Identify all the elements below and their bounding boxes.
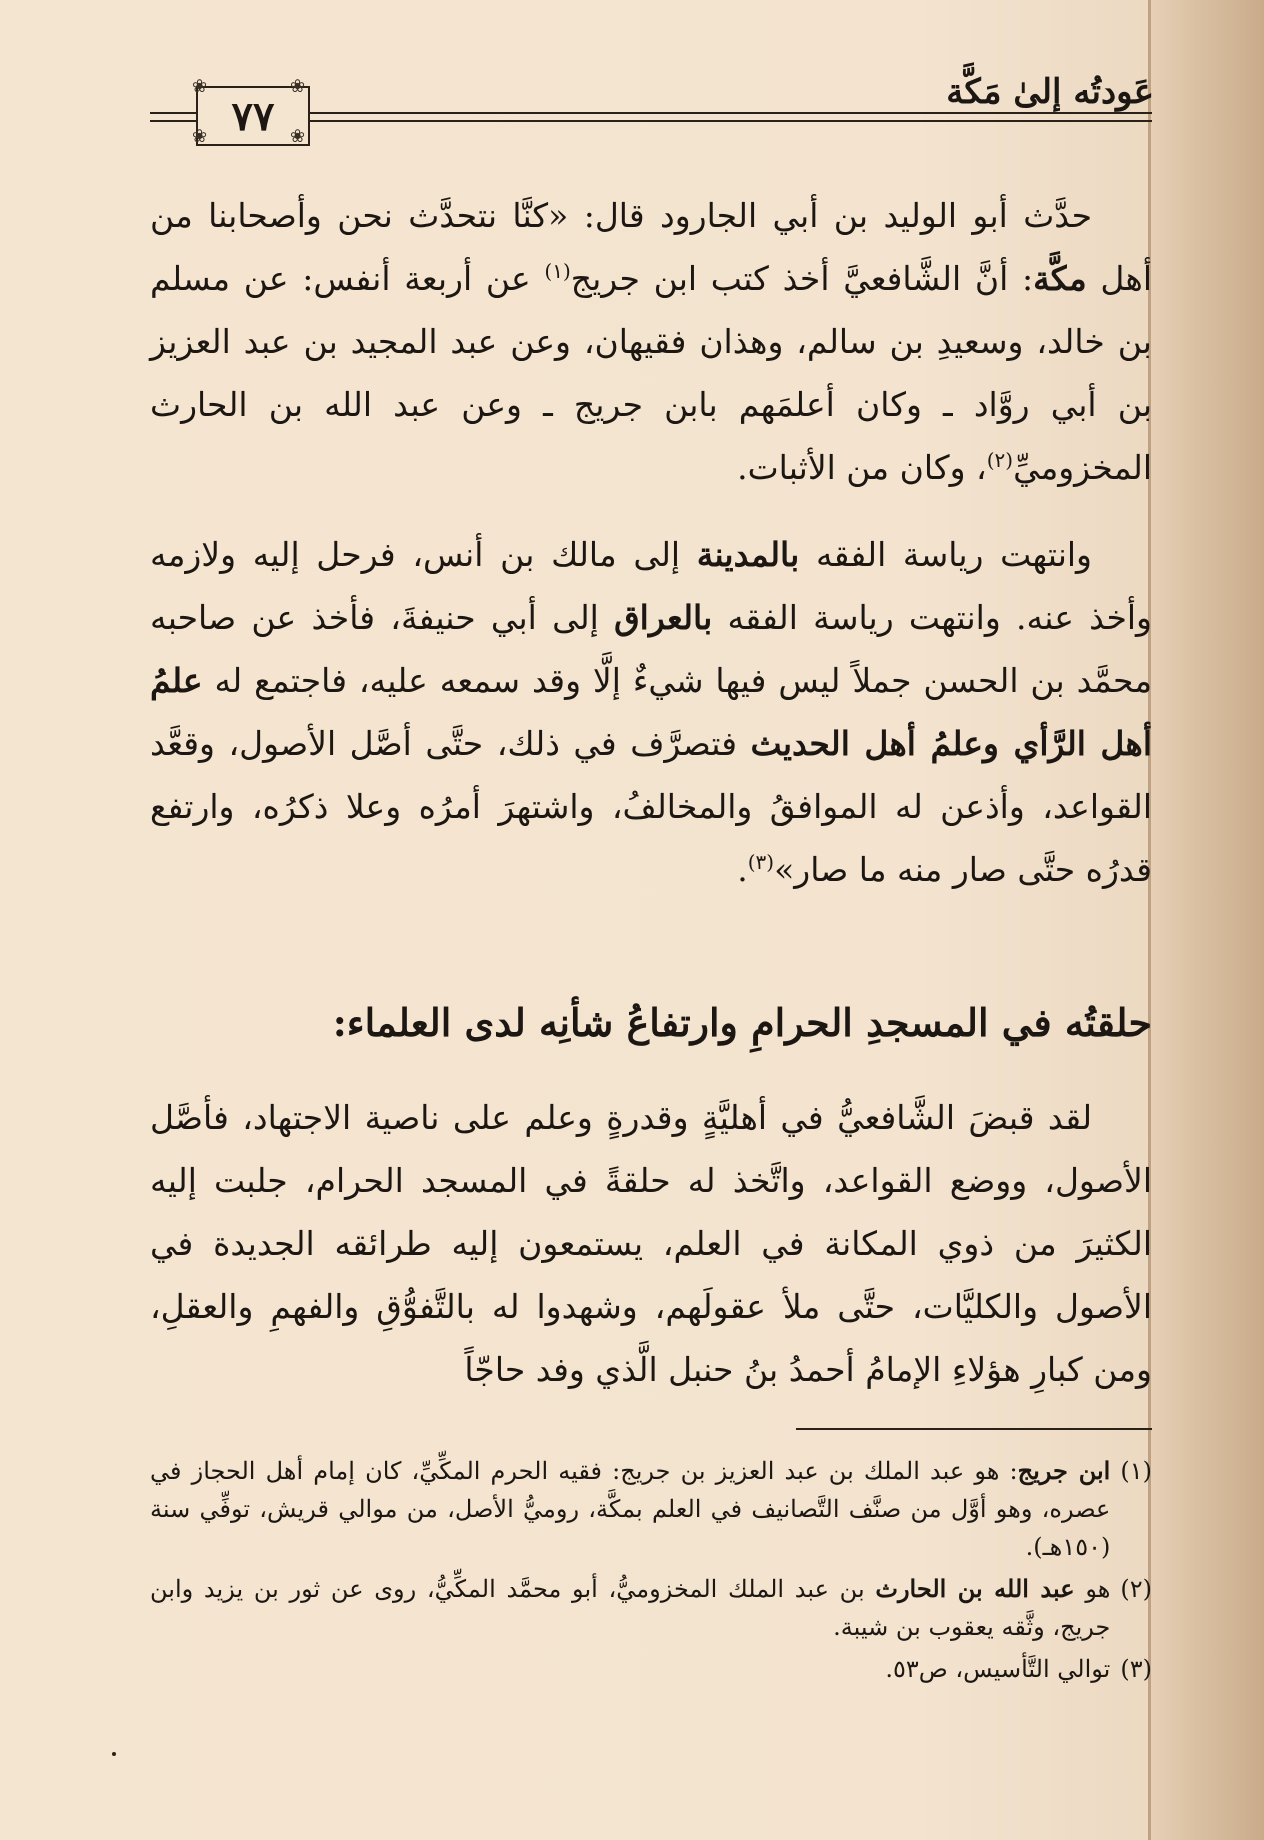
footnote-number: (٢) xyxy=(1120,1575,1152,1603)
footnote-text xyxy=(150,1452,1110,1566)
ornament-icon: ❀ xyxy=(192,126,208,147)
footnote xyxy=(150,1570,1152,1646)
section-heading: حلقتُه في المسجدِ الحرامِ وارتفاعُ شأنِه لدى العلماء: xyxy=(332,1000,1152,1045)
text-run: إلى أبي حنيفةَ، فأخذ عن صاحبه محمَّد بن الحسن جملاً ليس فيها شيءٌ إلَّا وقد سمعه عليه، فاجتمع له xyxy=(150,598,1152,700)
footnote-separator xyxy=(796,1428,1152,1430)
text-run: عن أربعة أنفس: عن مسلم بن خالد، وسعيدِ بن سالم، وهذان فقيهان، وعن عبد المجيد بن عبد العزيز بن أبي روَّاد ـ وكان أعلمَهم بابن جريج ـ وعن عبد الله بن الحارث المخزوميِّ xyxy=(150,259,1152,487)
footnote-number: (٣) xyxy=(1120,1655,1152,1683)
ornament-icon: ❀ xyxy=(290,126,306,147)
bold-term: مكَّة xyxy=(1033,259,1087,298)
footnotes xyxy=(150,1452,1152,1692)
footnote-text: توالي التَّأسيس، ص٥٣. xyxy=(885,1655,1111,1683)
footnote xyxy=(150,1650,1152,1688)
paragraph: لقد قبضَ الشَّافعيُّ في أهليَّةٍ وقدرةٍ وعلم على ناصية الاجتهاد، فأصَّل الأصول، ووضع القواعد، واتَّخذ له حلقةً في المسجد الحرام، جلبت إليه الكثيرَ من ذوي المكانة في العلم، يستمعون إليه طرائقه الجديدة في الأصول والكليَّات، حتَّى ملأ عقولَهم، وشهدوا له بالتَّفوُّقِ والفهمِ والعقلِ، ومن كبارِ هؤلاءِ الإمامُ أحمدُ بنُ حنبل الَّذي وفد حاجّاً xyxy=(150,1098,1152,1389)
text-run: هو xyxy=(1074,1575,1111,1603)
main-text xyxy=(150,184,1152,901)
text-run: : هو عبد الملك بن عبد العزيز بن جريج: فقيه الحرم المكِّيِّ، كان إمام أهل الحجاز في عصره، وهو أوَّل من صنَّف التَّصانيف في العلم بمكَّة، روميُّ الأصل، من موالي قريش، توفِّي سنة (١٥٠هـ). xyxy=(150,1457,1111,1561)
ornament-icon: ❀ xyxy=(192,76,208,97)
text-run: وانتهت رياسة الفقه xyxy=(799,535,1092,574)
footnote-ref: (١) xyxy=(544,259,571,283)
bold-term: علمُ أهل الرَّأي وعلمُ أهل الحديث xyxy=(150,661,1152,763)
footnote-number: (١) xyxy=(1120,1457,1152,1485)
text-run: . xyxy=(737,850,748,889)
bold-term: عبد الله بن الحارث xyxy=(875,1574,1075,1603)
text-run: إلى مالك بن أنس، فرحل إليه ولازمه وأخذ عنه. وانتهت رياسة الفقه xyxy=(150,535,1152,637)
page-number: ٧٧ xyxy=(231,92,275,140)
footnote-text xyxy=(150,1570,1110,1646)
bold-term: ابن جريج xyxy=(1017,1456,1111,1485)
paragraph xyxy=(150,184,1152,499)
ornament-icon: ❀ xyxy=(290,76,306,97)
running-header-title: عَودتُه إلىٰ مَكَّة xyxy=(946,72,1154,112)
text-run: بن عبد الملك المخزوميُّ، أبو محمَّد المكِّيُّ، روى عن ثور بن يزيد وابن جريج، وثَّقه يعقوب بن شيبة. xyxy=(150,1575,1111,1641)
footnote xyxy=(150,1452,1152,1566)
footnote-ref: (٢) xyxy=(986,448,1014,472)
bold-term: بالمدينة xyxy=(696,535,800,574)
page-binding-shadow xyxy=(1150,0,1264,1840)
text-run: حدَّث أبو الوليد بن أبي الجارود قال: «كنَّا نتحدَّث نحن وأصحابنا من أهل xyxy=(150,196,1152,298)
text-run: : أنَّ الشَّافعيَّ أخذ كتب ابن جريج xyxy=(570,259,1034,298)
bold-term: بالعراق xyxy=(614,598,713,637)
footnote-ref: (٣) xyxy=(747,850,775,874)
paragraph xyxy=(150,523,1152,901)
text-run: ، وكان من الأثبات. xyxy=(737,448,987,487)
stray-mark xyxy=(112,1752,116,1756)
text-run: فتصرَّف في ذلك، حتَّى أصَّل الأصول، وقعَّد القواعد، وأذعن له الموافقُ والمخالفُ، واشتهرَ أمرُه وعلا ذكرُه، وارتفع قدرُه حتَّى صار منه ما صار» xyxy=(150,724,1152,889)
main-text-continued xyxy=(150,1086,1152,1401)
